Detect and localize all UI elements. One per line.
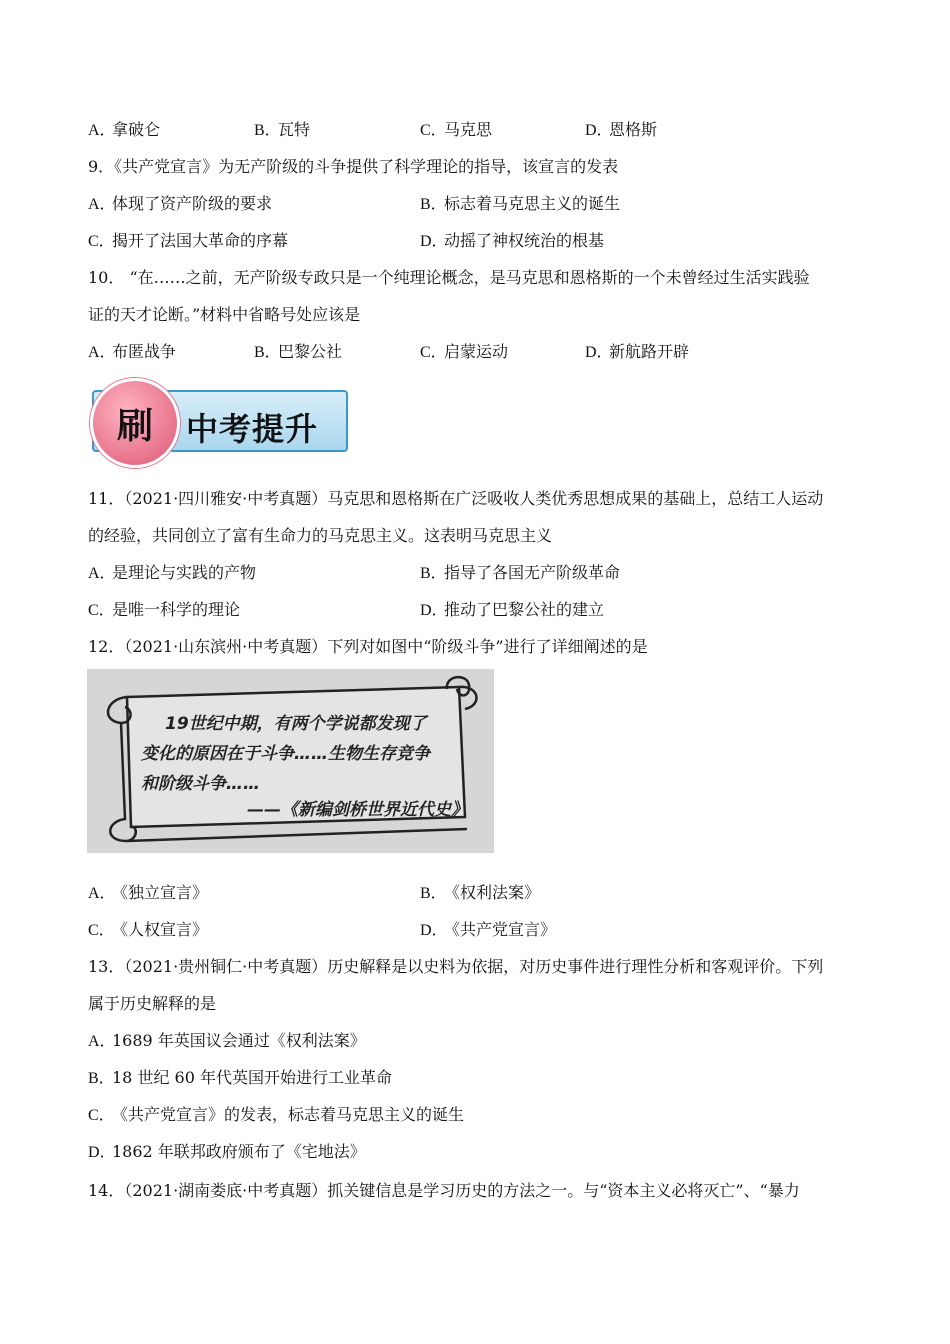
q13-option-a: A．1689 年英国议会通过《权利法案》 (88, 1031, 366, 1050)
q8-option-c: C．马克思 (420, 120, 493, 139)
section-banner (90, 384, 350, 456)
scroll-source: ——《新编剑桥世界近代史》 (247, 800, 468, 820)
q9-option-a: A．体现了资产阶级的要求 (88, 194, 273, 213)
q12-option-d: D．《共产党宣言》 (420, 920, 557, 939)
q12-option-b: B．《权利法案》 (420, 883, 541, 902)
scroll-line-2: 变化的原因在于斗争……生物生存竞争 (141, 744, 430, 764)
q11-stem-line2: 的经验，共同创立了富有生命力的马克思主义。这表明马克思主义 (88, 526, 553, 545)
scroll-line-3: 和阶级斗争…… (141, 774, 260, 794)
q13-option-d: D．1862 年联邦政府颁布了《宅地法》 (88, 1142, 366, 1161)
banner-circle-badge: 刷 (90, 378, 180, 468)
q13-option-b: B．18 世纪 60 年代英国开始进行工业革命 (88, 1068, 392, 1087)
q10-stem-line1: 10． “在……之前，无产阶级专政只是一个纯理论概念，是马克思和恩格斯的一个未曾经过生活实践验 (88, 268, 810, 287)
q11-option-c: C．是唯一科学的理论 (88, 600, 241, 619)
q12-option-c: C．《人权宣言》 (88, 920, 209, 939)
q10-option-d: D．新航路开辟 (585, 342, 690, 361)
q11-option-b: B．指导了各国无产阶级革命 (420, 563, 621, 582)
q9-option-d: D．动摇了神权统治的根基 (420, 231, 605, 250)
q12-stem: 12．（2021·山东滨州·中考真题）下列对如图中“阶级斗争”进行了详细阐述的是 (88, 637, 648, 656)
q9-option-c: C．揭开了法国大革命的序幕 (88, 231, 289, 250)
q10-stem-line2: 证的天才论断。”材料中省略号处应该是 (88, 305, 361, 324)
q13-stem-line2: 属于历史解释的是 (88, 994, 217, 1013)
scroll-figure (87, 669, 494, 853)
q10-option-b: B．巴黎公社 (254, 342, 343, 361)
q13-stem-line1: 13．（2021·贵州铜仁·中考真题）历史解释是以史料为依据，对历史事件进行理性分析和客观评价。下列 (88, 957, 824, 976)
scroll-line-1: 19世纪中期，有两个学说都发现了 (165, 714, 427, 734)
q12-option-a: A．《独立宣言》 (88, 883, 209, 902)
banner-title: 中考提升 (186, 410, 319, 448)
q13-option-c: C．《共产党宣言》的发表，标志着马克思主义的诞生 (88, 1105, 465, 1124)
q8-option-b: B．瓦特 (254, 120, 311, 139)
q9-option-b: B．标志着马克思主义的诞生 (420, 194, 621, 213)
q8-option-a: A．拿破仑 (88, 120, 161, 139)
q11-stem-line1: 11．（2021·四川雅安·中考真题）马克思和恩格斯在广泛吸收人类优秀思想成果的基础上，总结工人运动 (88, 489, 824, 508)
q10-option-a: A．布匿战争 (88, 342, 177, 361)
q8-option-d: D．恩格斯 (585, 120, 658, 139)
q11-option-a: A．是理论与实践的产物 (88, 563, 257, 582)
q9-stem: 9．《共产党宣言》为无产阶级的斗争提供了科学理论的指导，该宣言的发表 (88, 157, 619, 176)
q14-stem-line1: 14．（2021·湖南娄底·中考真题）抓关键信息是学习历史的方法之一。与“资本主义必将灭亡”、“暴力 (88, 1181, 800, 1200)
q11-option-d: D．推动了巴黎公社的建立 (420, 600, 605, 619)
q10-option-c: C．启蒙运动 (420, 342, 509, 361)
